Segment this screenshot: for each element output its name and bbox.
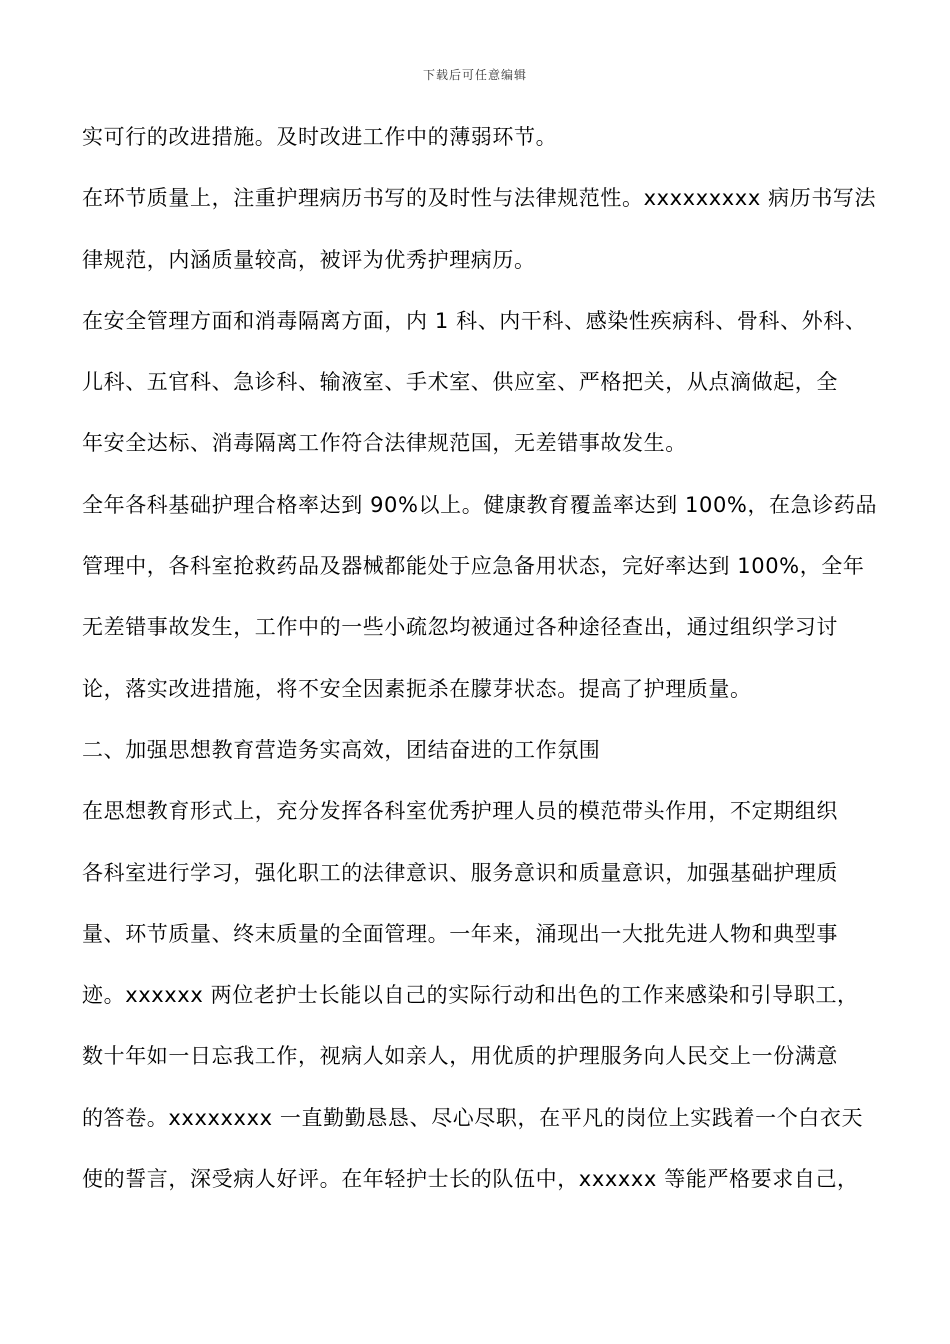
text-line: 在安全管理方面和消毒隔离方面，内 1 科、内干科、感染性疾病科、骨科、外科、 <box>82 308 867 333</box>
text-line: 各科室进行学习，强化职工的法律意识、服务意识和质量意识，加强基础护理质 <box>82 860 838 885</box>
text-line: 数十年如一日忘我工作，视病人如亲人，用优质的护理服务向人民交上一份满意 <box>82 1044 838 1069</box>
text-line: 在环节质量上，注重护理病历书写的及时性与法律规范性。xxxxxxxxx 病历书写法 <box>82 186 877 211</box>
page-header: 下载后可任意编辑 <box>422 68 527 82</box>
text-line: 年安全达标、消毒隔离工作符合法律规范国，无差错事故发生。 <box>82 431 687 456</box>
text-line: 在思想教育形式上，充分发挥各科室优秀护理人员的模范带头作用，不定期组织 <box>82 799 838 824</box>
text-line: 的答卷。xxxxxxxx 一直勤勤恳恳、尽心尽职，在平凡的岗位上实践着一个白衣天 <box>82 1105 864 1130</box>
document-body <box>82 116 882 1219</box>
text-line: 论，落实改进措施，将不安全因素扼杀在朦芽状态。提高了护理质量。 <box>82 676 752 701</box>
text-line: 全年各科基础护理合格率达到 90%以上。健康教育覆盖率达到 100%，在急诊药品 <box>82 492 878 517</box>
text-line: 量、环节质量、终末质量的全面管理。一年来，涌现出一大批先进人物和典型事 <box>82 921 838 946</box>
text-line: 管理中，各科室抢救药品及器械都能处于应急备用状态，完好率达到 100%，全年 <box>82 554 865 579</box>
text-line: 律规范，内涵质量较高，被评为优秀护理病历。 <box>82 247 536 272</box>
text-line: 实可行的改进措施。及时改进工作中的薄弱环节。 <box>82 125 558 149</box>
text-line: 使的誓言，深受病人好评。在年轻护士长的队伍中，xxxxxx 等能严格要求自己， <box>82 1167 859 1192</box>
text-line: 迹。xxxxxx 两位老护士长能以自己的实际行动和出色的工作来感染和引导职工， <box>82 983 859 1008</box>
text-line: 儿科、五官科、急诊科、输液室、手术室、供应室、严格把关，从点滴做起，全 <box>82 370 838 395</box>
text-line: 无差错事故发生，工作中的一些小疏忽均被通过各种途径查出，通过组织学习讨 <box>82 615 838 640</box>
section-heading: 二、加强思想教育营造务实高效，团结奋进的工作氛围 <box>82 737 601 762</box>
